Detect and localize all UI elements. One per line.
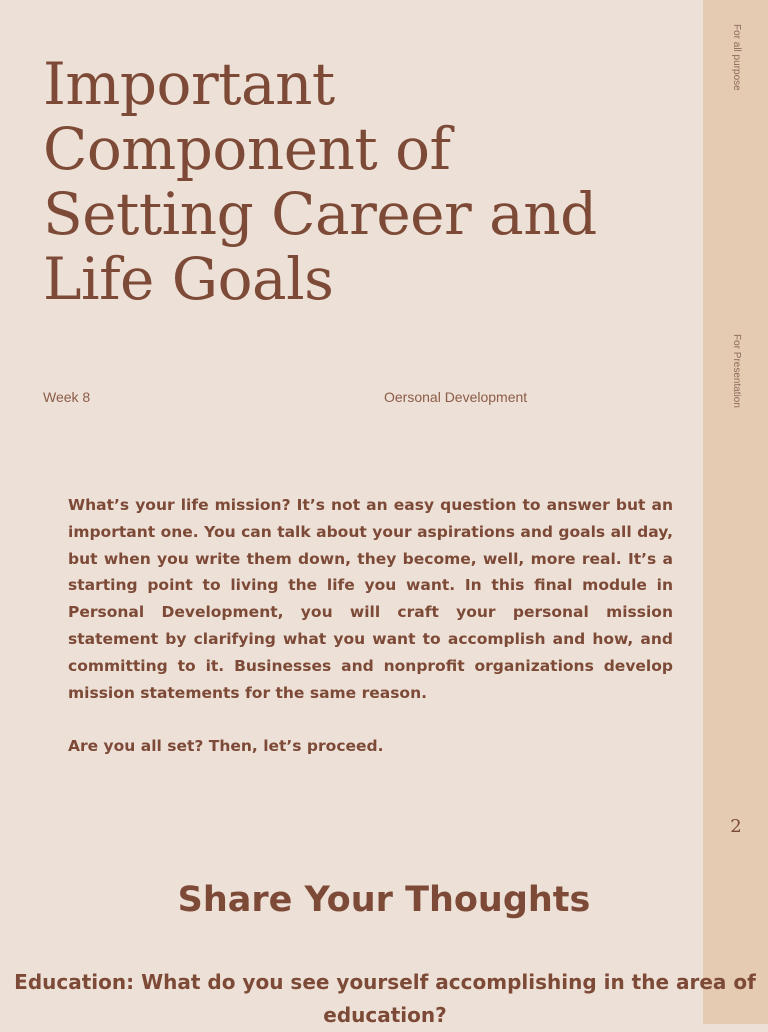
section-heading: Share Your Thoughts (177, 880, 591, 920)
sidebar-strip (703, 0, 768, 1024)
sidebar-label-middle: For Presentation (731, 334, 742, 408)
week-label: Week 8 (43, 389, 91, 405)
intro-paragraph-2: Are you all set? Then, let’s proceed. (68, 737, 384, 756)
sidebar-label-top: For all purpose (731, 24, 742, 91)
question-text: Education: What do you see yourself accomplishing in the area of education? (14, 970, 756, 1027)
intro-paragraph-1: What’s your life mission? It’s not an easy question to answer but an important one. You can talk about your aspirations and goals all day, but when you write them down, they become, well, more real. It’s a starting point to living the life you want. In this final module in Personal Development, you will craft your personal mission statement by clarifying what you want to accomplish and how, and committing to it. Businesses and nonprofit organizations develop mission statements for the same reason. (68, 496, 673, 702)
intro-text (68, 492, 673, 760)
page-title: Important Component of Setting Career and Life Goals (43, 50, 597, 313)
subject-label: Oersonal Development (384, 389, 528, 405)
page-number: 2 (730, 816, 742, 837)
